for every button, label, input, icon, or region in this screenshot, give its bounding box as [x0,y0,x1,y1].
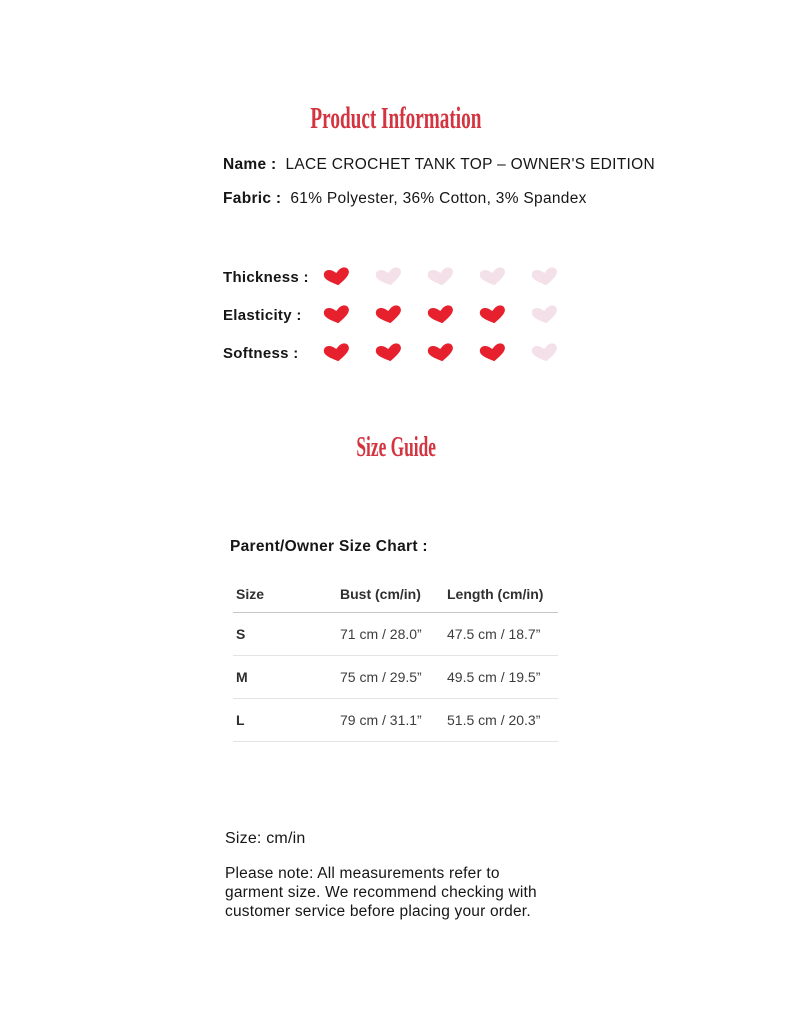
column-header: Length (cm/in) [447,585,544,602]
table-row [233,656,558,699]
heart-icon [372,302,405,328]
heart-icon [476,340,509,366]
name-row [223,156,655,174]
heart-icon [476,264,509,290]
unit-note: Size: cm/in [225,830,306,847]
heart-icon [372,264,405,290]
size-chart-heading: Parent/Owner Size Chart : [230,538,428,555]
size-table [233,575,558,742]
size-guide-title-text: Size Guide [356,432,436,463]
rating-row [223,334,582,372]
table-row [233,613,558,656]
heart-icon [528,302,561,328]
fabric-value: 61% Polyester, 36% Cotton, 3% Spandex [290,190,587,207]
note-line: Please note: All measurements refer to [225,865,500,882]
column-header: Size [236,585,265,602]
rating-label: Softness : [223,344,299,362]
fabric-row [223,190,587,208]
rating-row [223,296,582,334]
note-line: garment size. We recommend checking with [225,884,537,902]
note-line: customer service before placing your order. [225,903,531,921]
size-table-header-row [233,575,558,613]
size-guide-title [0,432,792,464]
heart-icon [528,340,561,366]
column-header: Bust (cm/in) [340,585,421,602]
table-cell: 79 cm / 31.1” [340,712,422,728]
product-information-title-text: Product Information [310,100,482,135]
measurement-note [225,864,537,922]
table-cell: 51.5 cm / 20.3” [447,712,541,728]
table-cell: S [236,626,246,642]
table-row [233,699,558,742]
table-cell: 49.5 cm / 19.5” [447,669,541,685]
heart-icon [424,302,457,328]
table-cell: M [236,669,248,685]
table-cell: L [236,712,245,728]
heart-icon [320,264,353,290]
heart-icon [476,302,509,328]
ratings [223,258,582,372]
heart-icon [424,340,457,366]
name-value: LACE CROCHET TANK TOP – OWNER'S EDITION [285,156,655,173]
rating-label: Thickness : [223,268,309,286]
rating-row [223,258,582,296]
heart-icon [320,340,353,366]
fabric-label: Fabric : [223,190,282,207]
name-label: Name : [223,156,277,173]
heart-icon [320,302,353,328]
table-cell: 71 cm / 28.0” [340,626,422,642]
heart-icon [528,264,561,290]
heart-icon [424,264,457,290]
table-cell: 75 cm / 29.5” [340,669,422,685]
product-information-title [0,100,792,136]
heart-icon [372,340,405,366]
table-cell: 47.5 cm / 18.7” [447,626,541,642]
rating-label: Elasticity : [223,306,302,324]
